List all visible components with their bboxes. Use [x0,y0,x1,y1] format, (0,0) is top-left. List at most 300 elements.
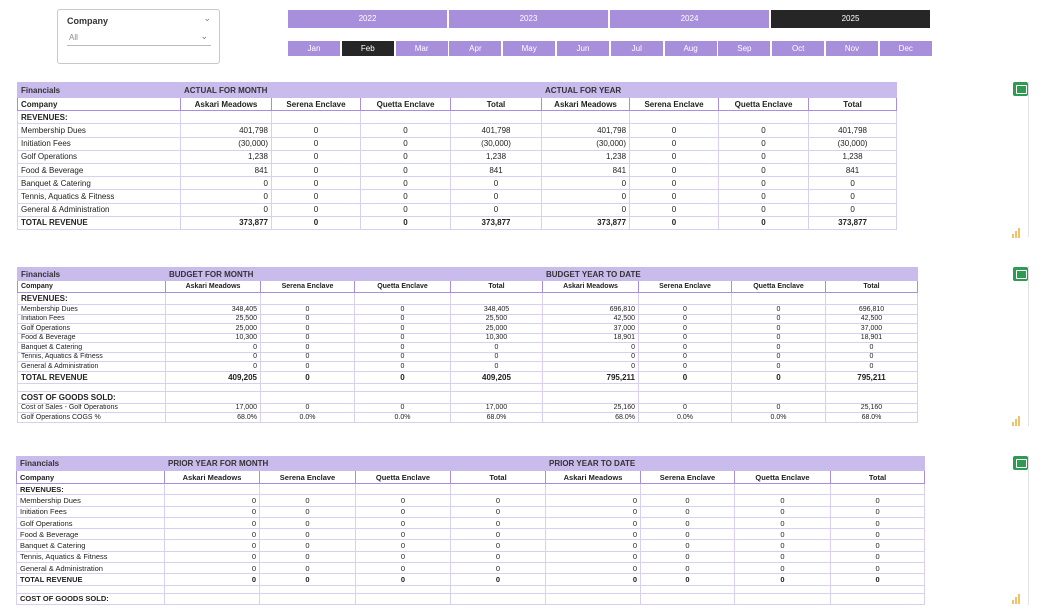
table-row [17,529,925,540]
table-cell [260,593,356,604]
column-header: Serena Enclave [272,98,361,111]
table-cell: 0 [355,314,451,324]
table-row [18,111,897,124]
budget-matrix[interactable] [17,267,922,426]
table-row [18,137,897,150]
table-cell: 0 [260,574,356,585]
table-cell: 0 [831,551,925,562]
table-cell: 10,300 [166,333,261,343]
table-cell: 0 [735,551,831,562]
column-header: Serena Enclave [639,281,732,293]
table-cell: 0 [261,352,355,362]
visual-table-icon[interactable] [1013,82,1028,96]
row-label: Tennis, Aquatics & Fitness [18,352,166,362]
year-button-2022[interactable]: 2022 [288,10,447,28]
column-header: Askari Meadows [165,471,260,484]
table-cell: 0 [641,551,735,562]
table-title: Financials [18,83,181,98]
table-cell: 0 [630,216,719,229]
year-button-2025[interactable]: 2025 [771,10,930,28]
visual-table-icon[interactable] [1013,267,1028,281]
table-cell: 0 [630,150,719,163]
table-cell: 0 [719,124,809,137]
table-cell: 0 [451,177,542,190]
table-cell: 0 [181,190,272,203]
table-cell: 0 [166,343,261,353]
table-cell: 0 [361,137,451,150]
table-cell: 0 [165,506,260,517]
mini-chart-icon [1012,594,1024,604]
month-button-jun[interactable]: Jun [557,41,609,56]
table-cell: 0 [732,362,826,372]
table-cell: 0 [831,574,925,585]
table-row [17,517,925,528]
table-cell: 0 [639,333,732,343]
table-title: Financials [18,268,166,281]
table-row [18,216,897,229]
table-cell [826,383,918,391]
table-cell: 0 [809,177,897,190]
row-label: General & Administration [18,362,166,372]
table-cell [355,391,451,403]
row-label: COST OF GOODS SOLD: [18,391,166,403]
month-button-mar[interactable]: Mar [396,41,448,56]
table-cell: 0 [639,305,732,315]
table-cell: 0.0% [261,413,355,423]
table-row [17,551,925,562]
column-group-header: BUDGET FOR MONTH [166,268,543,281]
slicer-title: Company [67,16,109,26]
scroll-track[interactable] [1028,266,1029,426]
table-cell: 0 [451,495,546,506]
table-cell [543,383,639,391]
table-cell: 0 [260,563,356,574]
table-cell: 0 [732,305,826,315]
table-cell [546,593,641,604]
table-cell [831,484,925,495]
table-cell: 0 [261,314,355,324]
table-cell: 0 [735,517,831,528]
row-label: Banquet & Catering [18,177,181,190]
table-cell [356,585,451,593]
column-header: Quetta Enclave [361,98,451,111]
month-button-apr[interactable]: Apr [449,41,501,56]
table-cell: 0 [451,343,543,353]
table-cell: 373,877 [809,216,897,229]
column-header: Serena Enclave [641,471,735,484]
table-cell: 0 [639,343,732,353]
table-cell [735,585,831,593]
table-cell: 401,798 [542,124,630,137]
table-cell [451,111,542,124]
table-cell: 0 [639,324,732,334]
table-cell: 0 [451,517,546,528]
column-header: Company [18,98,181,111]
table-cell: 0 [831,506,925,517]
table-cell: 0 [165,540,260,551]
table-cell [641,585,735,593]
table-cell [826,293,918,305]
table-cell: 0 [355,371,451,383]
table-cell: 0 [641,540,735,551]
table-cell: 401,798 [181,124,272,137]
table-cell [261,383,355,391]
table-cell [809,111,897,124]
table-cell: 0 [732,403,826,413]
table-cell: 1,238 [809,150,897,163]
table-cell: 0 [735,506,831,517]
row-label: Membership Dues [18,124,181,137]
prior-year-matrix[interactable] [16,456,925,605]
table-cell: 0 [732,343,826,353]
table-cell: 401,798 [809,124,897,137]
table-cell: 0 [719,203,809,216]
table-cell: 0 [356,495,451,506]
table-cell: 0 [361,150,451,163]
row-label [18,383,166,391]
table-cell: (30,000) [542,137,630,150]
table-cell: 0 [451,203,542,216]
table-cell: 0 [542,190,630,203]
table-cell: 0 [260,540,356,551]
table-cell: 0 [355,305,451,315]
table-cell: 0 [732,314,826,324]
table-cell [261,391,355,403]
table-cell: 0 [260,495,356,506]
scroll-track[interactable] [1028,82,1029,237]
table-row [18,383,918,391]
table-cell: 0 [639,314,732,324]
table-cell: 17,000 [451,403,543,413]
company-slicer[interactable] [57,9,220,64]
table-cell: 0 [732,371,826,383]
table-row [17,574,925,585]
table-cell: 0 [451,551,546,562]
table-cell [260,585,356,593]
table-cell: 0 [272,190,361,203]
table-cell: 0 [735,563,831,574]
table-cell: 0 [181,203,272,216]
table-cell: 373,877 [181,216,272,229]
table-cell [356,484,451,495]
table-row [17,585,925,593]
table-cell: 0 [735,574,831,585]
table-cell: 409,205 [451,371,543,383]
table-row [18,403,918,413]
actual-matrix[interactable] [17,82,897,237]
table-cell: 0 [165,574,260,585]
month-button-sep[interactable]: Sep [718,41,770,56]
month-button-may[interactable]: May [503,41,555,56]
table-cell [166,391,261,403]
table-row [18,413,918,423]
mini-chart-icon [1012,228,1024,238]
table-cell [166,383,261,391]
column-header: Quetta Enclave [355,281,451,293]
month-button-feb[interactable]: Feb [342,41,394,56]
row-label: Tennis, Aquatics & Fitness [17,551,165,562]
table-cell: 0 [451,529,546,540]
table-cell: 0 [361,203,451,216]
year-button-2023[interactable]: 2023 [449,10,608,28]
table-cell: 0 [451,563,546,574]
table-cell [165,484,260,495]
column-header: Serena Enclave [261,281,355,293]
table-row [17,563,925,574]
table-cell: 0 [639,362,732,372]
table-row [18,314,918,324]
table-cell: 348,405 [166,305,261,315]
prior-year-table [16,456,925,605]
table-cell: 0 [826,352,918,362]
table-cell: 0 [641,517,735,528]
month-button-dec[interactable]: Dec [880,41,932,56]
column-header: Quetta Enclave [732,281,826,293]
table-cell: 0 [546,540,641,551]
column-header: Askari Meadows [542,98,630,111]
column-header: Total [826,281,918,293]
table-row [18,371,918,383]
column-header: Company [17,471,165,484]
table-cell: 25,000 [166,324,261,334]
column-header: Serena Enclave [630,98,719,111]
table-cell [639,383,732,391]
column-header: Askari Meadows [543,281,639,293]
table-cell [361,111,451,124]
row-label: Cost of Sales - Golf Operations [18,403,166,413]
table-cell: 0 [165,495,260,506]
row-label: TOTAL REVENUE [18,371,166,383]
row-label: REVENUES: [18,111,181,124]
table-cell: 0 [719,137,809,150]
table-cell [355,383,451,391]
table-row [18,203,897,216]
table-cell [732,293,826,305]
table-cell: 0 [831,540,925,551]
row-label: COST OF GOODS SOLD: [17,593,165,604]
table-cell: 0 [261,305,355,315]
table-cell: 25,160 [826,403,918,413]
row-label: TOTAL REVENUE [17,574,165,585]
column-header: Quetta Enclave [356,471,451,484]
table-cell: 795,211 [543,371,639,383]
row-label: Membership Dues [17,495,165,506]
table-cell: 0 [356,563,451,574]
table-cell: 0 [630,137,719,150]
table-row [17,540,925,551]
row-label: REVENUES: [18,293,166,305]
table-cell: 0.0% [355,413,451,423]
table-cell: 0 [546,495,641,506]
row-label: Food & Beverage [18,163,181,176]
table-cell: 1,238 [542,150,630,163]
table-cell: 0 [451,190,542,203]
row-label: General & Administration [18,203,181,216]
table-cell: 0 [542,203,630,216]
table-cell: 37,000 [826,324,918,334]
table-cell [719,111,809,124]
table-cell: 10,300 [451,333,543,343]
column-header: Quetta Enclave [735,471,831,484]
row-label: General & Administration [17,563,165,574]
table-cell: 0 [641,529,735,540]
table-cell: 841 [451,163,542,176]
row-label: Tennis, Aquatics & Fitness [18,190,181,203]
table-cell: 0 [630,177,719,190]
table-cell: 0 [630,203,719,216]
table-cell: 25,500 [451,314,543,324]
chevron-down-icon[interactable]: ⌄ [200,31,208,41]
row-label: Golf Operations COGS % [18,413,166,423]
month-button-jul[interactable]: Jul [611,41,663,56]
table-cell: 0 [630,124,719,137]
table-cell: 348,405 [451,305,543,315]
table-cell [639,391,732,403]
company-dropdown[interactable] [67,31,211,46]
table-cell [639,293,732,305]
table-cell: 0 [826,343,918,353]
table-cell: 25,000 [451,324,543,334]
table-cell: 25,160 [543,403,639,413]
visual-table-icon[interactable] [1013,456,1028,470]
table-cell: 0 [361,177,451,190]
table-cell: 0 [356,529,451,540]
table-cell: 0 [719,190,809,203]
table-cell: 0 [831,495,925,506]
table-cell [546,585,641,593]
table-cell: 0 [543,352,639,362]
table-cell: 1,238 [451,150,542,163]
table-cell: 0 [272,216,361,229]
table-cell: (30,000) [809,137,897,150]
table-cell: 841 [809,163,897,176]
table-cell: 0 [639,403,732,413]
table-cell: 0 [355,362,451,372]
table-cell: 0 [451,506,546,517]
month-button-jan[interactable]: Jan [288,41,340,56]
month-button-aug[interactable]: Aug [665,41,717,56]
table-cell: 18,901 [826,333,918,343]
column-header: Askari Meadows [166,281,261,293]
table-cell: 0 [272,137,361,150]
table-cell: 0 [355,403,451,413]
table-cell: 0 [546,563,641,574]
month-button-nov[interactable]: Nov [826,41,878,56]
table-cell [641,484,735,495]
table-row [18,124,897,137]
table-cell: 0 [272,163,361,176]
table-cell: 0 [831,529,925,540]
table-cell: 68.0% [451,413,543,423]
table-cell: 68.0% [826,413,918,423]
table-cell: 0 [261,362,355,372]
table-cell: 0.0% [732,413,826,423]
table-cell: 0 [261,324,355,334]
table-cell: 0 [260,529,356,540]
table-cell: 0 [546,551,641,562]
table-cell: 0 [361,163,451,176]
table-cell [356,593,451,604]
month-button-oct[interactable]: Oct [772,41,824,56]
year-button-2024[interactable]: 2024 [610,10,769,28]
table-cell: 696,810 [543,305,639,315]
table-cell: 0 [355,343,451,353]
chevron-down-icon[interactable]: ⌄ [203,13,211,23]
row-label: Initiation Fees [18,137,181,150]
row-label: Membership Dues [18,305,166,315]
table-cell [542,111,630,124]
table-cell: 17,000 [166,403,261,413]
table-title: Financials [17,457,165,471]
table-cell: 0 [165,563,260,574]
column-header: Askari Meadows [546,471,641,484]
table-cell: 795,211 [826,371,918,383]
column-header: Askari Meadows [181,98,272,111]
table-cell: 0 [732,324,826,334]
table-row [17,593,925,604]
table-cell: 0 [361,216,451,229]
table-row [17,484,925,495]
table-cell: 0 [261,403,355,413]
table-cell: 0 [356,540,451,551]
table-cell [630,111,719,124]
table-cell: 0 [542,177,630,190]
table-cell: 0 [166,352,261,362]
table-cell [166,293,261,305]
column-header: Total [451,281,543,293]
table-cell: 0 [165,529,260,540]
table-cell: 0 [260,517,356,528]
table-cell: 841 [181,163,272,176]
table-row [18,293,918,305]
column-group-header: PRIOR YEAR TO DATE [546,457,925,471]
table-cell: 0 [356,517,451,528]
mini-chart-icon [1012,416,1024,426]
column-group-header: ACTUAL FOR MONTH [181,83,542,98]
table-cell: 0 [831,563,925,574]
table-cell: (30,000) [181,137,272,150]
table-cell: 0 [165,517,260,528]
table-cell: 0 [719,216,809,229]
row-label: REVENUES: [17,484,165,495]
table-row [18,391,918,403]
table-row [18,150,897,163]
table-cell: 401,798 [451,124,542,137]
table-cell: 373,877 [542,216,630,229]
scroll-track[interactable] [1028,456,1029,605]
table-cell: 0 [260,506,356,517]
table-cell: 0 [355,324,451,334]
table-cell: 0 [356,506,451,517]
table-cell: 409,205 [166,371,261,383]
company-dropdown-value: All [69,33,78,42]
table-cell [543,293,639,305]
table-cell: 18,901 [543,333,639,343]
table-cell [451,383,543,391]
table-cell [181,111,272,124]
column-header: Total [809,98,897,111]
table-cell: 0 [546,529,641,540]
table-cell: 0 [630,163,719,176]
table-cell: 0 [831,517,925,528]
table-cell [546,484,641,495]
table-cell: 0 [809,190,897,203]
row-label [17,585,165,593]
table-cell: 0 [543,343,639,353]
table-cell: 0 [641,563,735,574]
table-cell: 0 [451,574,546,585]
column-group-header: BUDGET YEAR TO DATE [543,268,918,281]
